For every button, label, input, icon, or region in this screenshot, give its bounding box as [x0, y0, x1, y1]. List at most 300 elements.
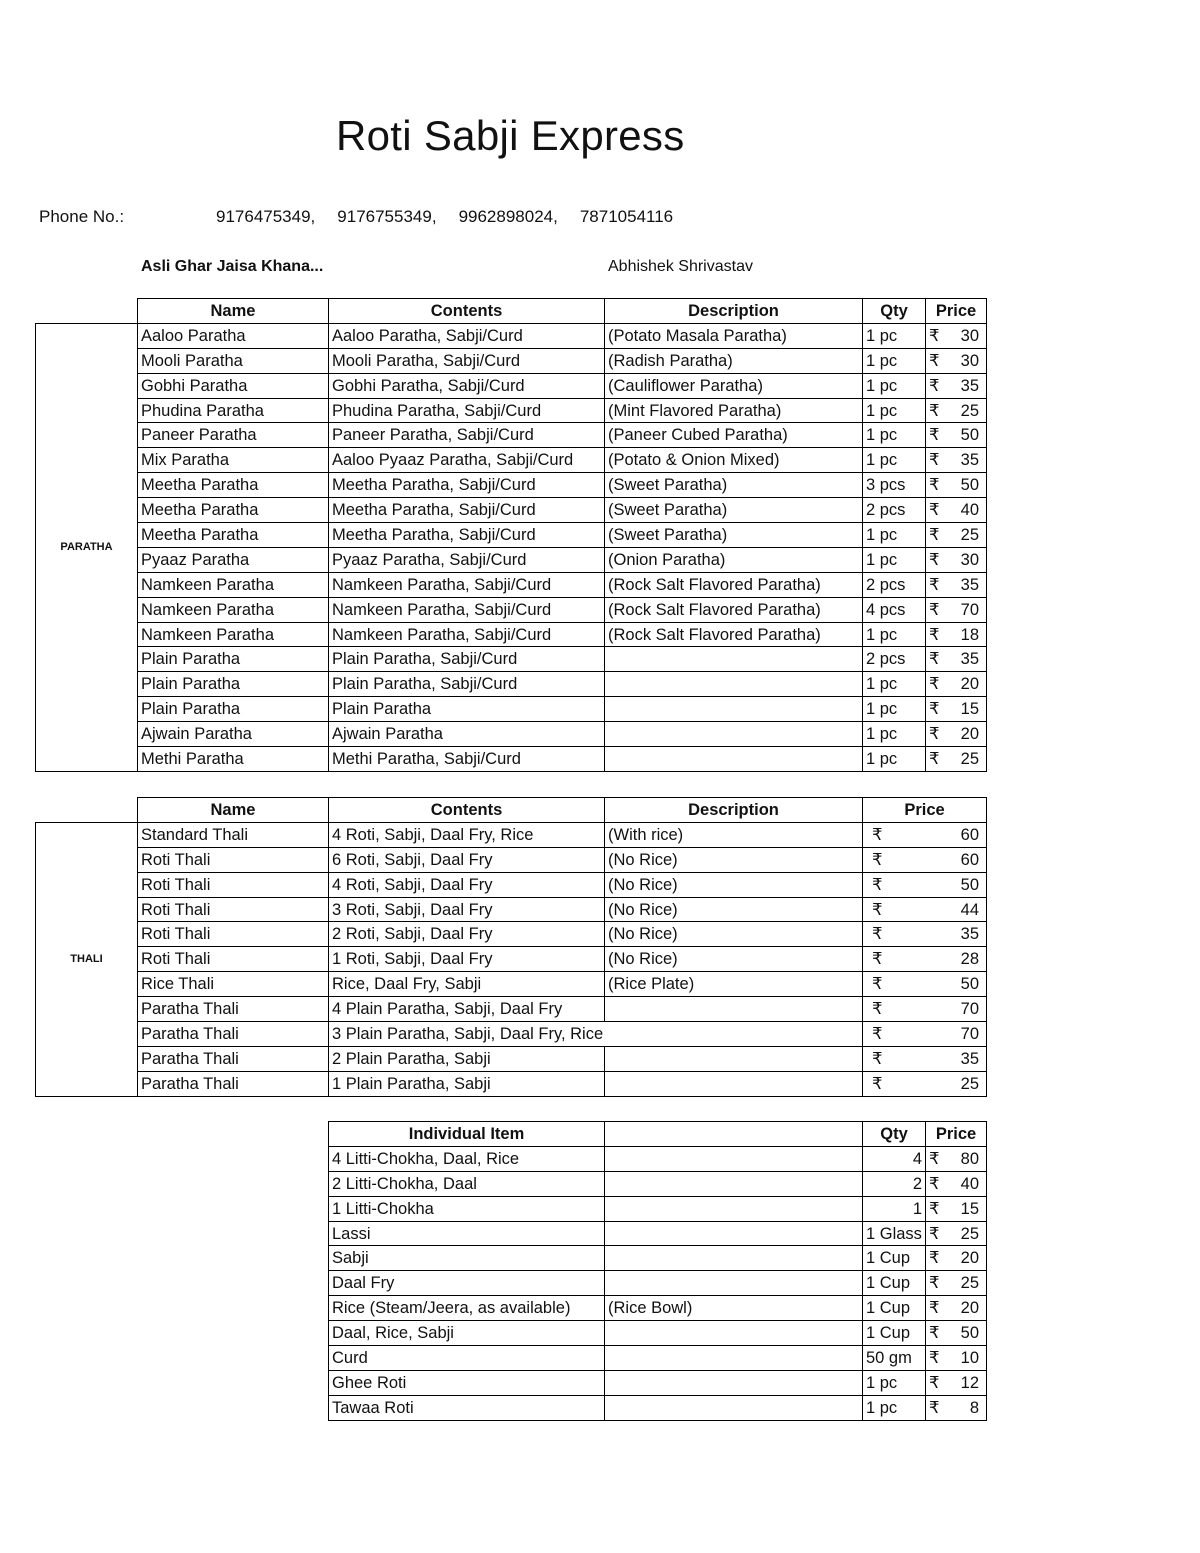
item-description — [605, 1196, 863, 1221]
item-name: Sabji — [329, 1246, 605, 1271]
price-wrap — [866, 998, 983, 1020]
price-wrap — [929, 599, 983, 621]
item-name: 1 Litti-Chokha — [329, 1196, 605, 1221]
price-value: 12 — [960, 1373, 979, 1392]
rupee-symbol: ₹ — [872, 1074, 883, 1093]
item-contents: Meetha Paratha, Sabji/Curd — [329, 473, 605, 498]
table-row — [36, 323, 987, 348]
table-row — [36, 1022, 987, 1047]
item-description: (Sweet Paratha) — [605, 473, 863, 498]
item-description — [605, 1071, 863, 1096]
item-description: (Rock Salt Flavored Paratha) — [605, 622, 863, 647]
price-value: 20 — [960, 675, 979, 694]
price-cell — [926, 1321, 987, 1346]
category-label-paratha: PARATHA — [36, 323, 138, 771]
price-wrap — [929, 350, 983, 372]
table-row — [36, 672, 987, 697]
paratha-header-row — [36, 299, 987, 324]
price-wrap — [929, 449, 983, 471]
table-row — [36, 423, 987, 448]
price-cell — [926, 523, 987, 548]
price-cell — [926, 373, 987, 398]
phone-label: Phone No.: — [39, 207, 125, 226]
price-cell — [863, 1046, 987, 1071]
table-row — [36, 448, 987, 473]
price-value: 50 — [960, 476, 979, 495]
price-cell — [863, 947, 987, 972]
price-wrap — [929, 1397, 983, 1419]
price-wrap — [929, 1223, 983, 1245]
item-description: (No Rice) — [605, 947, 863, 972]
price-wrap — [929, 1148, 983, 1170]
item-name: Paratha Thali — [138, 1046, 329, 1071]
price-value: 70 — [960, 1000, 979, 1019]
owner-name: Abhishek Shrivastav — [608, 258, 753, 275]
price-cell — [926, 622, 987, 647]
item-description — [605, 1346, 863, 1371]
price-cell — [926, 1196, 987, 1221]
table-row — [36, 597, 987, 622]
individual-table — [328, 1121, 987, 1421]
price-cell — [926, 448, 987, 473]
price-value: 40 — [960, 1174, 979, 1193]
item-description — [605, 997, 863, 1022]
col-header-contents: Contents — [329, 299, 605, 324]
price-wrap — [929, 1198, 983, 1220]
table-row — [36, 572, 987, 597]
rupee-symbol: ₹ — [929, 625, 940, 644]
item-name: Ghee Roti — [329, 1370, 605, 1395]
rupee-symbol: ₹ — [929, 1373, 940, 1392]
table-row — [36, 398, 987, 423]
price-value: 50 — [960, 1324, 979, 1343]
rupee-symbol: ₹ — [929, 426, 940, 445]
item-contents: Namkeen Paratha, Sabji/Curd — [329, 572, 605, 597]
price-value: 25 — [960, 1274, 979, 1293]
price-cell — [863, 972, 987, 997]
price-value: 25 — [960, 1074, 979, 1093]
price-cell — [926, 1221, 987, 1246]
item-contents: 4 Roti, Sabji, Daal Fry, Rice — [329, 822, 605, 847]
item-contents: 4 Roti, Sabji, Daal Fry — [329, 872, 605, 897]
table-row — [36, 722, 987, 747]
price-wrap — [929, 1247, 983, 1269]
table-row — [36, 972, 987, 997]
rupee-symbol: ₹ — [929, 575, 940, 594]
item-qty: 1 Cup — [863, 1321, 926, 1346]
price-wrap — [929, 1372, 983, 1394]
item-description: (No Rice) — [605, 897, 863, 922]
item-qty: 1 — [863, 1196, 926, 1221]
item-description — [605, 697, 863, 722]
rupee-symbol: ₹ — [929, 749, 940, 768]
table-row — [36, 498, 987, 523]
price-value: 35 — [960, 1049, 979, 1068]
price-value: 50 — [960, 426, 979, 445]
item-qty: 1 pc — [863, 448, 926, 473]
item-description — [605, 747, 863, 772]
price-wrap — [929, 673, 983, 695]
rupee-symbol: ₹ — [872, 1024, 883, 1043]
item-contents: Methi Paratha, Sabji/Curd — [329, 747, 605, 772]
table-row — [36, 872, 987, 897]
item-contents: Phudina Paratha, Sabji/Curd — [329, 398, 605, 423]
rupee-symbol: ₹ — [929, 725, 940, 744]
rupee-symbol: ₹ — [872, 875, 883, 894]
item-description: (Rock Salt Flavored Paratha) — [605, 572, 863, 597]
item-description — [605, 1171, 863, 1196]
price-value: 15 — [960, 1199, 979, 1218]
item-name: Aaloo Paratha — [138, 323, 329, 348]
item-name: Roti Thali — [138, 847, 329, 872]
price-value: 35 — [960, 575, 979, 594]
price-wrap — [866, 899, 983, 921]
price-wrap — [866, 948, 983, 970]
item-name: Plain Paratha — [138, 672, 329, 697]
item-contents: 2 Roti, Sabji, Daal Fry — [329, 922, 605, 947]
price-cell — [926, 498, 987, 523]
item-description — [605, 672, 863, 697]
rupee-symbol: ₹ — [929, 1224, 940, 1243]
item-description: (Potato & Onion Mixed) — [605, 448, 863, 473]
col-header-name: Name — [138, 299, 329, 324]
price-value: 35 — [960, 925, 979, 944]
item-name: Roti Thali — [138, 922, 329, 947]
item-description: (Sweet Paratha) — [605, 523, 863, 548]
price-wrap — [929, 549, 983, 571]
item-name: Roti Thali — [138, 947, 329, 972]
price-wrap — [929, 524, 983, 546]
item-name: Ajwain Paratha — [138, 722, 329, 747]
table-row — [36, 373, 987, 398]
item-contents: 2 Plain Paratha, Sabji — [329, 1046, 605, 1071]
price-cell — [863, 1022, 987, 1047]
price-cell — [926, 323, 987, 348]
col-header-price: Price — [863, 798, 987, 823]
item-contents: Meetha Paratha, Sabji/Curd — [329, 523, 605, 548]
table-row — [329, 1146, 987, 1171]
item-contents: Plain Paratha — [329, 697, 605, 722]
table-row — [36, 747, 987, 772]
price-cell — [926, 473, 987, 498]
price-value: 35 — [960, 376, 979, 395]
item-qty: 1 pc — [863, 523, 926, 548]
item-description — [605, 1395, 863, 1420]
price-cell — [926, 647, 987, 672]
price-cell — [926, 423, 987, 448]
rupee-symbol: ₹ — [929, 1174, 940, 1193]
price-wrap — [866, 923, 983, 945]
item-name: Roti Thali — [138, 872, 329, 897]
table-row — [36, 647, 987, 672]
price-cell — [926, 722, 987, 747]
item-name: 4 Litti-Chokha, Daal, Rice — [329, 1146, 605, 1171]
item-name: Rice (Steam/Jeera, as available) — [329, 1296, 605, 1321]
item-contents: Gobhi Paratha, Sabji/Curd — [329, 373, 605, 398]
price-wrap — [929, 1173, 983, 1195]
price-value: 50 — [960, 975, 979, 994]
table-row — [329, 1321, 987, 1346]
price-value: 35 — [960, 451, 979, 470]
rupee-symbol: ₹ — [929, 1299, 940, 1318]
price-wrap — [866, 973, 983, 995]
item-description: (Sweet Paratha) — [605, 498, 863, 523]
item-name: Methi Paratha — [138, 747, 329, 772]
item-name: Paratha Thali — [138, 1071, 329, 1096]
item-description: (No Rice) — [605, 872, 863, 897]
thali-table — [35, 797, 987, 1097]
price-wrap — [929, 574, 983, 596]
item-qty: 1 pc — [863, 323, 926, 348]
table-row — [329, 1346, 987, 1371]
item-name: Phudina Paratha — [138, 398, 329, 423]
blank-cell — [36, 798, 138, 823]
price-cell — [863, 922, 987, 947]
item-contents: Pyaaz Paratha, Sabji/Curd — [329, 547, 605, 572]
item-contents: Rice, Daal Fry, Sabji — [329, 972, 605, 997]
item-name: Daal Fry — [329, 1271, 605, 1296]
price-wrap — [929, 748, 983, 770]
price-cell — [863, 872, 987, 897]
price-wrap — [866, 824, 983, 846]
price-wrap — [929, 424, 983, 446]
price-cell — [926, 547, 987, 572]
item-description: (Rice Bowl) — [605, 1296, 863, 1321]
col-header-description: Description — [605, 299, 863, 324]
rupee-symbol: ₹ — [872, 850, 883, 869]
price-value: 25 — [960, 401, 979, 420]
table-row — [36, 1071, 987, 1096]
item-name: Meetha Paratha — [138, 523, 329, 548]
price-cell — [926, 1296, 987, 1321]
item-name: Rice Thali — [138, 972, 329, 997]
rupee-symbol: ₹ — [872, 1049, 883, 1068]
price-cell — [926, 1370, 987, 1395]
price-cell — [926, 1346, 987, 1371]
table-row — [36, 523, 987, 548]
price-value: 30 — [960, 326, 979, 345]
item-contents: 1 Roti, Sabji, Daal Fry — [329, 947, 605, 972]
item-qty: 2 — [863, 1171, 926, 1196]
price-value: 10 — [960, 1348, 979, 1367]
item-qty: 3 pcs — [863, 473, 926, 498]
price-cell — [926, 572, 987, 597]
price-wrap — [929, 1347, 983, 1369]
item-qty: 1 Cup — [863, 1296, 926, 1321]
price-wrap — [929, 624, 983, 646]
phone-number: 9176755349, — [337, 207, 437, 226]
price-cell — [926, 398, 987, 423]
item-qty: 1 pc — [863, 547, 926, 572]
price-cell — [926, 747, 987, 772]
item-contents: Namkeen Paratha, Sabji/Curd — [329, 597, 605, 622]
rupee-symbol: ₹ — [929, 376, 940, 395]
rupee-symbol: ₹ — [929, 476, 940, 495]
item-name: Namkeen Paratha — [138, 622, 329, 647]
item-description — [605, 1221, 863, 1246]
item-qty: 50 gm — [863, 1346, 926, 1371]
rupee-symbol: ₹ — [872, 900, 883, 919]
rupee-symbol: ₹ — [872, 1000, 883, 1019]
price-wrap — [929, 1272, 983, 1294]
table-row — [36, 547, 987, 572]
price-value: 20 — [960, 725, 979, 744]
table-row — [36, 1046, 987, 1071]
item-qty: 4 pcs — [863, 597, 926, 622]
item-contents: Mooli Paratha, Sabji/Curd — [329, 348, 605, 373]
item-description: (Potato Masala Paratha) — [605, 323, 863, 348]
item-qty: 2 pcs — [863, 572, 926, 597]
rupee-symbol: ₹ — [929, 700, 940, 719]
item-description — [605, 647, 863, 672]
table-row — [329, 1171, 987, 1196]
table-row — [329, 1196, 987, 1221]
item-name: Paratha Thali — [138, 1022, 329, 1047]
price-wrap — [929, 698, 983, 720]
rupee-symbol: ₹ — [929, 1149, 940, 1168]
rupee-symbol: ₹ — [929, 1348, 940, 1367]
price-wrap — [866, 1073, 983, 1095]
price-cell — [863, 1071, 987, 1096]
price-cell — [926, 1246, 987, 1271]
rupee-symbol: ₹ — [929, 451, 940, 470]
rupee-symbol: ₹ — [929, 675, 940, 694]
table-row — [36, 897, 987, 922]
price-cell — [926, 697, 987, 722]
rupee-symbol: ₹ — [872, 950, 883, 969]
item-description — [605, 1321, 863, 1346]
table-row — [36, 348, 987, 373]
blank-cell — [36, 299, 138, 324]
price-wrap — [866, 874, 983, 896]
paratha-table — [35, 298, 987, 772]
table-row — [329, 1370, 987, 1395]
rupee-symbol: ₹ — [929, 650, 940, 669]
price-value: 40 — [960, 501, 979, 520]
rupee-symbol: ₹ — [929, 550, 940, 569]
rupee-symbol: ₹ — [929, 1274, 940, 1293]
item-name: Namkeen Paratha — [138, 572, 329, 597]
item-name: Plain Paratha — [138, 697, 329, 722]
item-name: Plain Paratha — [138, 647, 329, 672]
page-title: Roti Sabji Express — [336, 112, 685, 159]
item-description — [605, 1022, 863, 1047]
category-label-thali: THALI — [36, 822, 138, 1096]
item-qty: 2 pcs — [863, 498, 926, 523]
item-contents: Plain Paratha, Sabji/Curd — [329, 647, 605, 672]
item-name: Mooli Paratha — [138, 348, 329, 373]
price-value: 25 — [960, 749, 979, 768]
blank-header-cell — [605, 1122, 863, 1147]
item-description: (Paneer Cubed Paratha) — [605, 423, 863, 448]
col-header-contents: Contents — [329, 798, 605, 823]
phone-number: 7871054116 — [579, 207, 674, 226]
item-description: (Mint Flavored Paratha) — [605, 398, 863, 423]
rupee-symbol: ₹ — [929, 1249, 940, 1268]
price-value: 20 — [960, 1249, 979, 1268]
table-row — [36, 847, 987, 872]
item-description: (Radish Paratha) — [605, 348, 863, 373]
table-row — [329, 1296, 987, 1321]
price-value: 50 — [960, 875, 979, 894]
price-value: 44 — [960, 900, 979, 919]
item-description: (Rice Plate) — [605, 972, 863, 997]
rupee-symbol: ₹ — [929, 1199, 940, 1218]
price-cell — [863, 997, 987, 1022]
item-description — [605, 1246, 863, 1271]
table-row — [329, 1246, 987, 1271]
price-cell — [926, 1271, 987, 1296]
rupee-symbol: ₹ — [872, 825, 883, 844]
price-cell — [926, 597, 987, 622]
item-contents: 1 Plain Paratha, Sabji — [329, 1071, 605, 1096]
item-qty: 1 pc — [863, 747, 926, 772]
price-value: 28 — [960, 950, 979, 969]
item-description: (Cauliflower Paratha) — [605, 373, 863, 398]
table-row — [36, 622, 987, 647]
phone-number: 9176475349, — [216, 207, 316, 226]
item-contents: Aaloo Paratha, Sabji/Curd — [329, 323, 605, 348]
item-name: Tawaa Roti — [329, 1395, 605, 1420]
table-row — [36, 697, 987, 722]
item-name: Roti Thali — [138, 897, 329, 922]
price-wrap — [866, 849, 983, 871]
item-description — [605, 1046, 863, 1071]
item-name: Gobhi Paratha — [138, 373, 329, 398]
item-description — [605, 1370, 863, 1395]
item-contents: Ajwain Paratha — [329, 722, 605, 747]
item-qty: 1 pc — [863, 423, 926, 448]
item-description — [605, 1271, 863, 1296]
item-qty: 1 pc — [863, 398, 926, 423]
rupee-symbol: ₹ — [929, 1324, 940, 1343]
item-contents: 3 Plain Paratha, Sabji, Daal Fry, Rice — [329, 1022, 605, 1047]
item-qty: 1 Glass — [863, 1221, 926, 1246]
price-value: 60 — [960, 850, 979, 869]
price-cell — [863, 897, 987, 922]
rupee-symbol: ₹ — [872, 975, 883, 994]
item-description: (Onion Paratha) — [605, 547, 863, 572]
item-qty: 1 Cup — [863, 1271, 926, 1296]
table-row — [36, 997, 987, 1022]
item-name: Meetha Paratha — [138, 498, 329, 523]
tagline: Asli Ghar Jaisa Khana... — [141, 258, 324, 275]
price-wrap — [929, 648, 983, 670]
col-header-price: Price — [926, 299, 987, 324]
item-description: (With rice) — [605, 822, 863, 847]
phone-numbers — [216, 207, 673, 227]
rupee-symbol: ₹ — [929, 1398, 940, 1417]
item-contents: Aaloo Pyaaz Paratha, Sabji/Curd — [329, 448, 605, 473]
price-cell — [926, 1395, 987, 1420]
item-qty: 1 pc — [863, 722, 926, 747]
rupee-symbol: ₹ — [929, 501, 940, 520]
item-name: Paneer Paratha — [138, 423, 329, 448]
item-qty: 1 pc — [863, 348, 926, 373]
item-description: (Rock Salt Flavored Paratha) — [605, 597, 863, 622]
col-header-individual-item: Individual Item — [329, 1122, 605, 1147]
item-qty: 1 pc — [863, 622, 926, 647]
price-cell — [926, 672, 987, 697]
col-header-qty: Qty — [863, 299, 926, 324]
item-qty: 1 pc — [863, 373, 926, 398]
price-wrap — [929, 325, 983, 347]
item-contents: 6 Roti, Sabji, Daal Fry — [329, 847, 605, 872]
item-name: Paratha Thali — [138, 997, 329, 1022]
price-wrap — [929, 1297, 983, 1319]
price-wrap — [866, 1048, 983, 1070]
rupee-symbol: ₹ — [929, 351, 940, 370]
